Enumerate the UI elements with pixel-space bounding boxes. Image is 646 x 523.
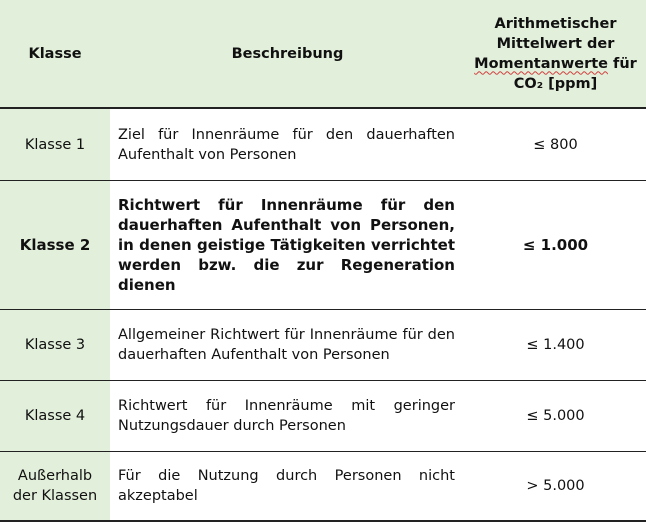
row-beschreibung: Ziel für Innenräume für den dauerhaften Aufenthalt von Personen [110, 108, 465, 181]
table-row [0, 381, 646, 452]
table-header [0, 0, 646, 108]
header-klasse: Klasse [0, 0, 110, 108]
header-mittelwert [465, 0, 646, 108]
row-klasse: Klasse 1 [0, 108, 110, 181]
row-klasse-line1: Außerhalb [17, 468, 93, 484]
row-beschreibung: Für die Nutzung durch Personen nicht akzeptabel [110, 452, 465, 522]
row-klasse: Klasse 4 [0, 381, 110, 452]
table-row [0, 108, 646, 181]
header-mittelwert-line2: Mittelwert der [496, 35, 615, 52]
table-body [0, 108, 646, 521]
header-mittelwert-line3b: für [613, 55, 637, 72]
header-beschreibung: Beschreibung [110, 0, 465, 108]
table-row [0, 310, 646, 381]
row-beschreibung: Allgemeiner Richtwert für Innenräume für den dauerhaften Aufenthalt von Personen [110, 310, 465, 381]
row-wert: > 5.000 [465, 452, 646, 522]
row-klasse: Klasse 2 [0, 181, 110, 310]
row-wert: ≤ 5.000 [465, 381, 646, 452]
table-row [0, 181, 646, 310]
header-mittelwert-line1: Arithmetischer [494, 15, 617, 32]
row-beschreibung: Richtwert für Innenräume für den dauerhaften Aufenthalt von Personen, in denen geistige Tätigkeiten verrichtet werden bzw. die zur Regeneration dienen [110, 181, 465, 310]
header-mittelwert-line3: Momentanwerte [474, 55, 608, 72]
table-row [0, 452, 646, 522]
row-klasse [0, 452, 110, 522]
row-beschreibung: Richtwert für Innenräume mit geringer Nutzungsdauer durch Personen [110, 381, 465, 452]
row-wert: ≤ 1.400 [465, 310, 646, 381]
row-klasse-line2: der Klassen [12, 488, 98, 504]
header-mittelwert-line4: CO₂ [ppm] [513, 75, 598, 92]
row-wert: ≤ 1.000 [465, 181, 646, 310]
header-row [0, 0, 646, 108]
row-klasse: Klasse 3 [0, 310, 110, 381]
row-wert: ≤ 800 [465, 108, 646, 181]
